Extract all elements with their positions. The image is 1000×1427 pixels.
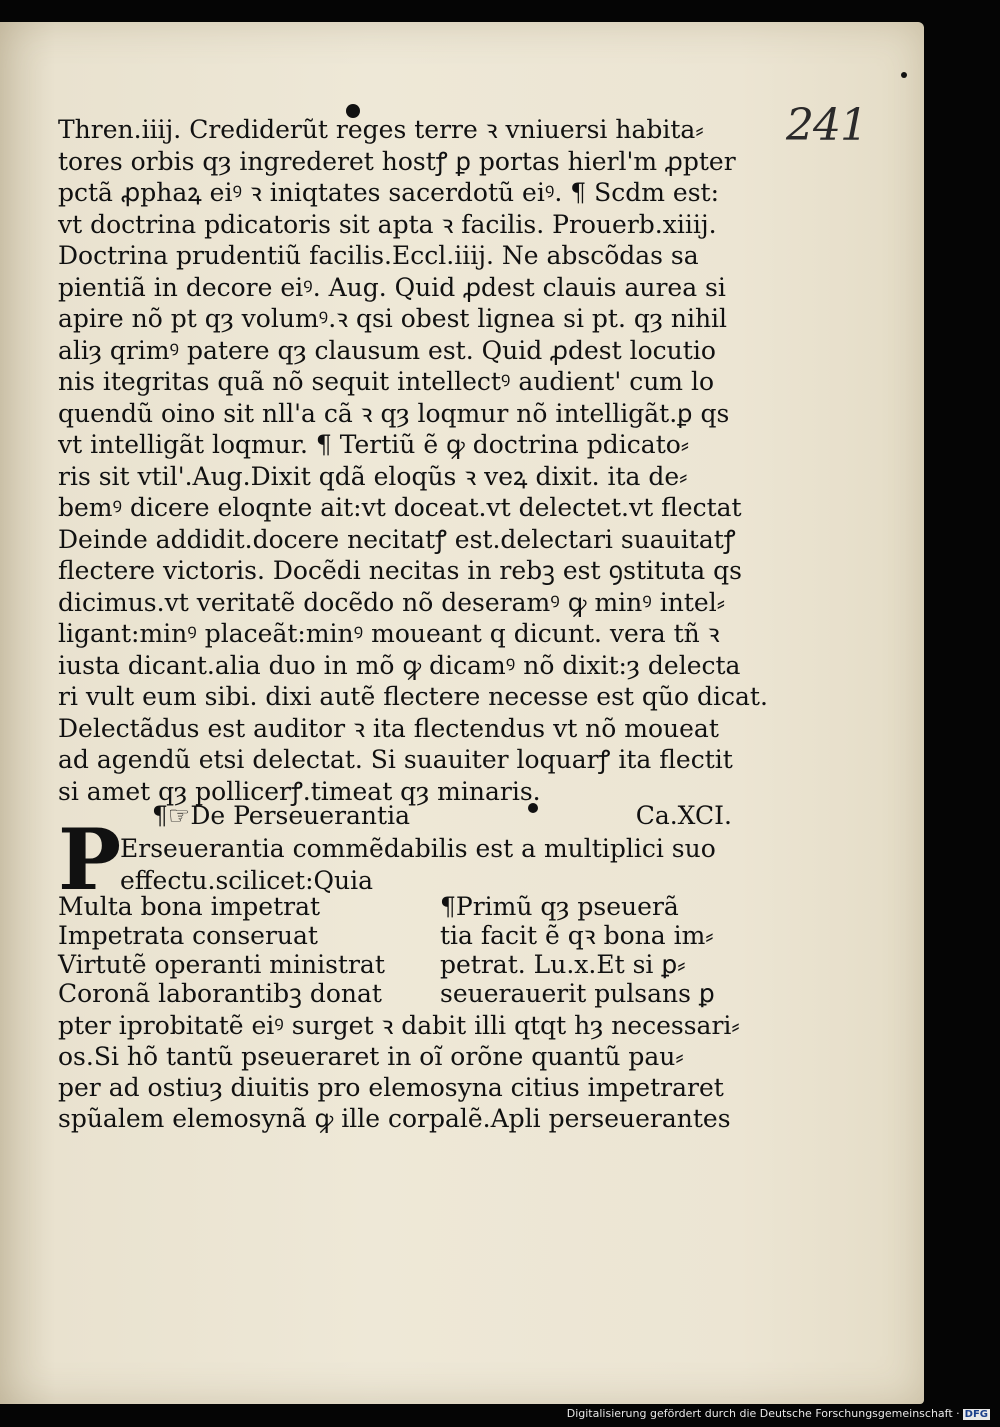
text-line: pter iprobitatẽ eiꝰ surget ꝛ dabit illi qtqt hȝ necessari⸗: [58, 1011, 740, 1040]
text-line: spũalem elemosynã ꝙ ille corpalẽ.Apli perseuerantes: [58, 1104, 731, 1133]
text-line: quendũ oino sit nll'a cã ꝛ qȝ loqmur nõ intelligãt.ꝑ qs: [58, 398, 730, 428]
chapter-title: ¶☞De Perseuerantia: [152, 801, 410, 830]
text-line: effectu.scilicet:Quia: [120, 865, 374, 895]
text-line: iusta dicant.alia duo in mõ ꝙ dicamꝰ nõ dixit:ȝ delecta: [58, 650, 741, 680]
dfg-logo: DFG: [964, 1409, 988, 1420]
text-line: vt intelligãt loqmur. ¶ Tertiũ ẽ ꝙ doctrina pdicato⸗: [58, 430, 690, 459]
text-line: Virtutẽ operanti ministrat: [58, 950, 385, 979]
text-line: Multa bona impetrat: [58, 892, 321, 921]
text-line: aliȝ qrimꝰ patere qȝ clausum est. Quid ꝓdest locutio: [58, 335, 716, 365]
text-line: si amet qȝ pollicerꝭ.timeat qȝ minaris.: [58, 776, 541, 806]
chapter-heading: [152, 795, 732, 833]
drop-initial: P: [58, 810, 122, 909]
text-line: os.Si hõ tantũ pseueraret in oĩ orõne quantũ pau⸗: [58, 1042, 684, 1071]
effects-list: [58, 892, 438, 1008]
text-line: tia facit ẽ qꝛ bona im⸗: [440, 921, 714, 950]
text-line: Delectãdus est auditor ꝛ ita flectendus vt nõ moueat: [58, 713, 719, 743]
text-line: ad agendũ etsi delectat. Si suauiter loquarꝭ ita flectit: [58, 745, 733, 774]
folio-number: 241: [786, 100, 867, 151]
text-line: Coronã laborantibꝫ donat: [58, 979, 382, 1008]
text-line: ri vult eum sibi. dixi autẽ flectere necesse est qũo dicat.: [58, 682, 768, 711]
text-line: Erseuerantia commẽdabilis est a multiplici suo: [120, 834, 716, 863]
closing-text: [58, 1010, 738, 1134]
text-line: seuerauerit pulsans ꝑ: [440, 979, 715, 1008]
effects-commentary: [440, 892, 740, 1008]
text-line: pctã ꝓphaꝝ eiꝰ ꝛ iniqtates sacerdotũ eiꝰ. ¶ Scdm est:: [58, 178, 720, 207]
ink-dot-margin: [901, 72, 907, 78]
text-line: ris sit vtil'.Aug.Dixit qdã eloqũs ꝛ veꝝ dixit. ita de⸗: [58, 461, 688, 491]
digitization-footer: [567, 1407, 990, 1423]
body-text: [58, 114, 768, 807]
text-line: vt doctrina pdicatoris sit apta ꝛ facilis. Prouerb.xiiij.: [58, 209, 717, 239]
text-line: apire nõ pt qȝ volumꝰ.ꝛ qsi obest lignea si pt. qȝ nihil: [58, 304, 728, 333]
text-line: Thren.iiij. Crediderũt reges terre ꝛ vniuersi habita⸗: [58, 115, 704, 144]
text-line: tores orbis qȝ ingrederet hostꝭ ꝑ portas hierl'm ꝓpter: [58, 146, 736, 176]
chapter-number: Ca.XCI.: [635, 801, 732, 830]
footer-credit: Digitalisierung gefördert durch die Deutsche Forschungsgemeinschaft ·: [566, 1407, 960, 1420]
text-line: ligant:minꝰ placeãt:minꝰ moueant q dicunt. vera tñ ꝛ: [58, 619, 720, 648]
text-line: pientiã in decore eiꝰ. Aug. Quid ꝓdest clauis aurea si: [58, 272, 726, 302]
text-line: per ad ostiuȝ diuitis pro elemosyna citius impetraret: [58, 1073, 724, 1102]
text-line: nis itegritas quã nõ sequit intellectꝰ audient' cum lo: [58, 367, 714, 396]
text-line: Deinde addidit.docere necitatꝭ est.delectari suauitatꝭ: [58, 524, 736, 554]
text-line: petrat. Lu.x.Et si ꝑ⸗: [440, 950, 686, 979]
text-line: Impetrata conseruat: [58, 921, 318, 950]
text-line: flectere victoris. Docẽdi necitas in rebꝫ est ꝯstituta qs: [58, 556, 742, 585]
text-line: Doctrina prudentiũ facilis.Eccl.iiij. Ne abscõdas sa: [58, 241, 699, 270]
text-line: dicimus.vt veritatẽ docẽdo nõ deseramꝰ ꝙ minꝰ intel⸗: [58, 587, 726, 617]
text-line: ¶Primũ qȝ pseuerã: [440, 892, 679, 921]
drop-initial-lines: [120, 833, 740, 896]
text-line: bemꝰ dicere eloqnte ait:vt doceat.vt delectet.vt flectat: [58, 493, 742, 522]
